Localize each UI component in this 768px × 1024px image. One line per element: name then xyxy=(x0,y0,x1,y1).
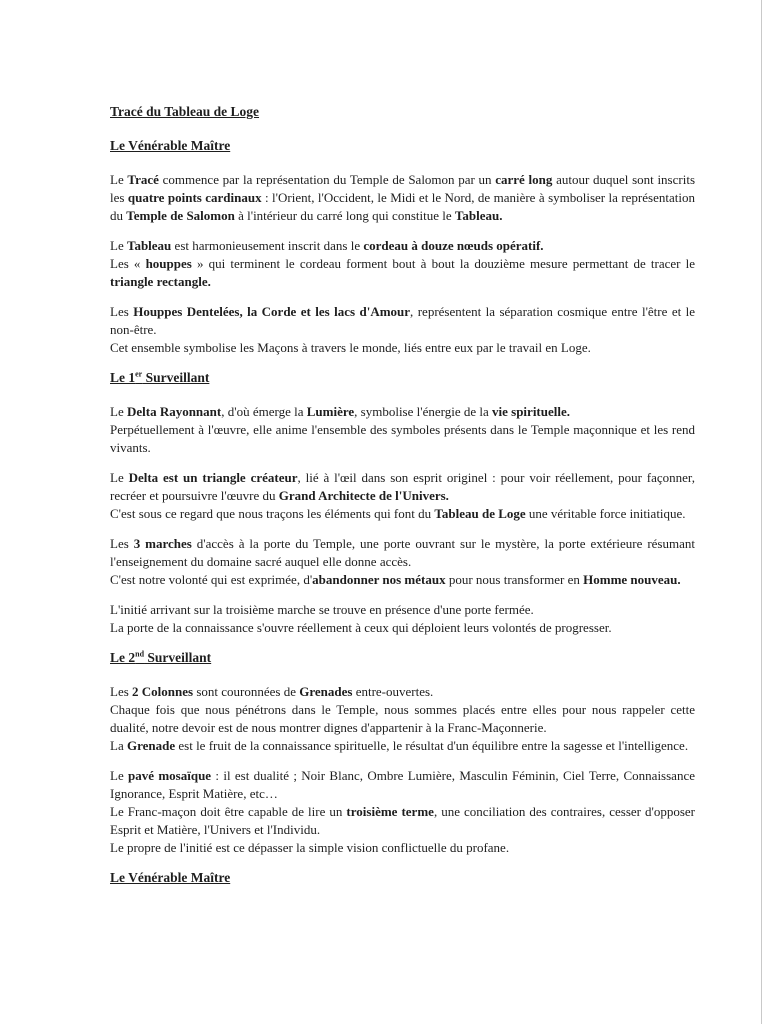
text-run: C'est notre volonté qui est exprimée, d' xyxy=(110,572,313,587)
bold-text: Homme nouveau. xyxy=(583,572,681,587)
text-run: Le xyxy=(110,768,129,783)
section-heading-superscript: nd xyxy=(135,649,145,659)
bold-text: Tableau xyxy=(126,238,172,253)
bold-text: Tracé xyxy=(127,172,159,187)
section xyxy=(110,869,695,887)
document-sections xyxy=(110,137,695,887)
bold-text: cordeau à douze nœuds opératif. xyxy=(363,238,544,253)
bold-text: troisième terme xyxy=(346,804,434,819)
bold-text: carré long xyxy=(495,172,553,187)
text-run: La xyxy=(110,738,127,753)
bold-text: triangle rectangle. xyxy=(110,274,211,289)
bold-text: pavé mosaïque xyxy=(128,768,212,783)
bold-text: Lumière xyxy=(306,404,355,419)
bold-text: abandonner nos métaux xyxy=(312,572,446,587)
bold-text: Tableau. xyxy=(454,208,503,223)
paragraph xyxy=(110,535,695,589)
text-run: Le xyxy=(110,470,129,485)
text-run: commence par la représentation du Temple de Salomon par un xyxy=(158,172,496,187)
text-run: , représentent la séparation cosmique entre l'être et le non-être. xyxy=(110,304,695,337)
section-heading-text: Le 2 xyxy=(110,650,136,665)
page-edge-line xyxy=(761,0,762,1024)
bold-text: Grand Architecte de l'Univers. xyxy=(278,488,449,503)
text-run: Les « xyxy=(110,256,146,271)
text-run: La porte de la connaissance s'ouvre réellement à ceux qui déploient leurs volontés de progresser. xyxy=(110,620,612,635)
text-run: Chaque fois que nous pénétrons dans le Temple, nous sommes placés entre elles pour nous rappeler cette dualité, notre devoir est de nous montrer dignes d'appartenir à la Franc-Maçonnerie. xyxy=(110,702,695,735)
bold-text: Grenades xyxy=(299,684,353,699)
section xyxy=(110,649,695,857)
text-run: C'est sous ce regard que nous traçons les éléments qui font du xyxy=(110,506,435,521)
text-run: est le fruit de la connaissance spirituelle, le résultat d'un équilibre entre la sagesse et l'intelligence. xyxy=(175,738,689,753)
bold-text: Delta Rayonnant xyxy=(126,404,222,419)
text-run: , lié à l'œil dans son esprit originel : pour voir réellement, pour façonner, recréer et poursuivre l'œuvre du xyxy=(110,470,695,503)
bold-text: Houppes Dentelées, la Corde et les lacs d'Amour xyxy=(133,304,411,319)
paragraph xyxy=(110,683,695,755)
text-run: d'accès à la porte du Temple, une porte ouvrant sur le mystère, la porte extérieure résumant l'enseignement du domaine sacré auquel elle donne accès. xyxy=(110,536,695,569)
text-run: sont couronnées de xyxy=(193,684,300,699)
section-heading xyxy=(110,649,695,667)
bold-text: Temple de Salomon xyxy=(126,208,235,223)
document-title: Tracé du Tableau de Loge xyxy=(110,104,260,119)
text-run: une véritable force initiatique. xyxy=(525,506,686,521)
text-run: Le propre de l'initié est ce dépasser la simple vision conflictuelle du profane. xyxy=(110,840,510,855)
text-run: Le xyxy=(110,404,127,419)
paragraph xyxy=(110,601,695,637)
text-run: à l'intérieur du carré long qui constitue le xyxy=(234,208,455,223)
text-run: pour nous transformer en xyxy=(445,572,584,587)
section-heading-text: Le 1 xyxy=(110,370,136,385)
text-run: Cet ensemble symbolise les Maçons à travers le monde, liés entre eux par le travail en Loge. xyxy=(110,340,591,355)
text-run: : l'Orient, l'Occident, le Midi et le Nord, de manière à symboliser la représentation du xyxy=(110,190,695,223)
text-run: Le Franc-maçon doit être capable de lire un xyxy=(110,804,347,819)
text-run: Les xyxy=(110,684,133,699)
paragraph xyxy=(110,403,695,457)
bold-text: houppes xyxy=(145,256,192,271)
section xyxy=(110,137,695,357)
section-heading-suffix: Surveillant xyxy=(142,370,210,385)
paragraph xyxy=(110,303,695,357)
text-run: entre-ouvertes. xyxy=(352,684,434,699)
text-run: Perpétuellement à l'œuvre, elle anime l'ensemble des symboles présents dans le Temple maçonnique et les rend vivants. xyxy=(110,422,695,455)
paragraph xyxy=(110,767,695,857)
text-run: est harmonieusement inscrit dans le xyxy=(171,238,364,253)
text-run: , d'où émerge la xyxy=(221,404,307,419)
bold-text: Grenade xyxy=(126,738,176,753)
paragraph xyxy=(110,469,695,523)
text-run: Les xyxy=(110,304,134,319)
bold-text: Delta est un triangle créateur xyxy=(128,470,298,485)
text-run: : il est dualité ; Noir Blanc, Ombre Lumière, Masculin Féminin, Ciel Terre, Connaissance Ignorance, Esprit Matière, etc… xyxy=(110,768,695,801)
text-run: L'initié arrivant sur la troisième marche se trouve en présence d'une porte fermée. xyxy=(110,602,534,617)
text-run: , une conciliation des contraires, cesser d'opposer Esprit et Matière, l'Univers et l'Individu. xyxy=(110,804,696,837)
paragraph xyxy=(110,171,695,225)
text-run: Les xyxy=(110,536,134,551)
section-heading-superscript: er xyxy=(135,369,143,379)
text-run: Le xyxy=(110,238,127,253)
text-run: Le xyxy=(110,172,128,187)
text-run: , symbolise l'énergie de la xyxy=(354,404,493,419)
document-body xyxy=(110,103,695,903)
text-run: autour duquel sont inscrits les xyxy=(110,172,695,205)
section-heading xyxy=(110,869,695,887)
bold-text: 3 marches xyxy=(133,536,192,551)
section xyxy=(110,369,695,637)
bold-text: vie spirituelle. xyxy=(492,404,571,419)
section-heading-text: Le Vénérable Maître xyxy=(110,138,231,153)
paragraph xyxy=(110,237,695,291)
section-heading xyxy=(110,137,695,155)
section-heading xyxy=(110,369,695,387)
bold-text: Tableau de Loge xyxy=(434,506,526,521)
bold-text: 2 Colonnes xyxy=(132,684,194,699)
text-run: » qui terminent le cordeau forment bout à bout la douzième mesure permettant de tracer le xyxy=(191,256,695,271)
section-heading-text: Le Vénérable Maître xyxy=(110,870,231,885)
bold-text: quatre points cardinaux xyxy=(127,190,262,205)
section-heading-suffix: Surveillant xyxy=(144,650,212,665)
